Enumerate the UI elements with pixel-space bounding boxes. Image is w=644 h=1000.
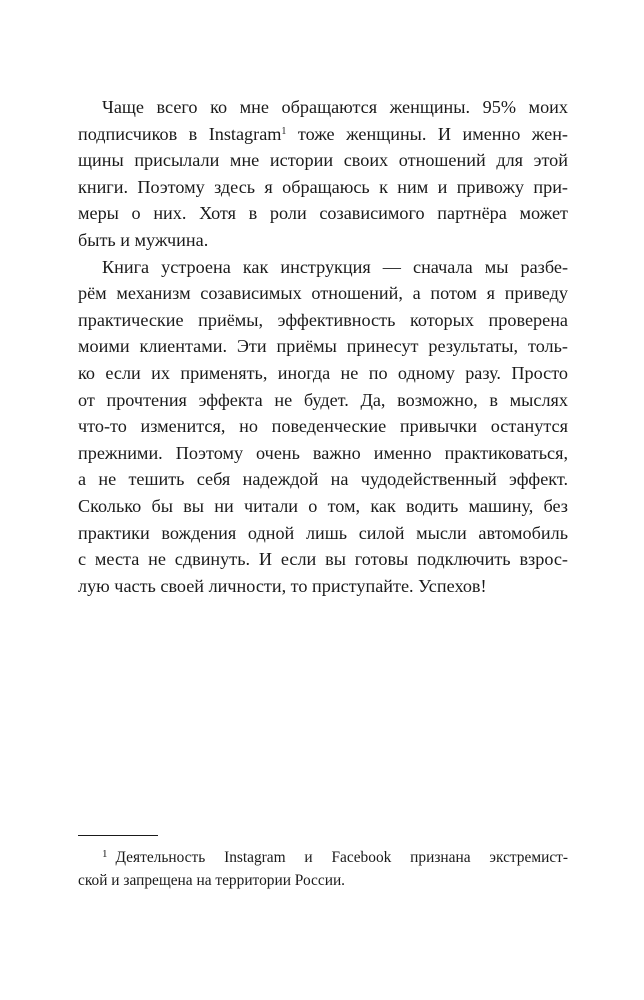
footnote-marker: 1	[102, 848, 108, 860]
paragraph-1-line-2	[78, 121, 568, 148]
footnote-text: Деятельность Instagram и Facebook признана экстремист-	[115, 849, 568, 866]
paragraph-2-line-6: от прочтения эффекта не будет. Да, возможно, в мыслях	[78, 389, 568, 410]
paragraph-2-line-13: лую часть своей личности, то приступайте. Успехов!	[78, 575, 487, 596]
paragraph-2-line-3: практические приёмы, эффективность которых проверена	[78, 309, 568, 330]
paragraph-1-line-4: книги. Поэтому здесь я обращаюсь к ним и привожу при-	[78, 176, 568, 197]
paragraph-2-line-5: ко если их применять, иногда не по одному разу. Просто	[78, 362, 568, 383]
body-text	[78, 94, 568, 599]
paragraph-2-line-1: Книга устроена как инструкция — сначала мы разбе-	[102, 256, 568, 277]
footnote-reference[interactable]: 1	[281, 125, 287, 137]
paragraph-2-line-4: моими клиентами. Эти приёмы принесут результаты, толь-	[78, 336, 568, 357]
paragraph-2-line-9: а не тешить себя надеждой на чудодейственный эффект.	[78, 469, 568, 490]
footnote-line-2: ской и запрещена на территории России.	[78, 871, 346, 889]
footnote	[78, 847, 568, 892]
paragraph-2-line-2: рём механизм созависимых отношений, а потом я приведу	[78, 283, 568, 304]
line-text: тоже женщины. И именно жен-	[286, 123, 568, 144]
paragraph-2-line-7: что-то изменится, но поведенческие привычки останутся	[78, 416, 568, 437]
footnote-line-1	[78, 847, 568, 870]
paragraph-1-line-5: меры о них. Хотя в роли созависимого партнёра может	[78, 203, 568, 224]
paragraph-1-line-3: щины присылали мне истории своих отношений для этой	[78, 150, 568, 171]
footnote-divider	[78, 835, 158, 836]
paragraph-2-line-12: с места не сдвинуть. И если вы готовы подключить взрос-	[78, 549, 568, 570]
paragraph-2-line-10: Сколько бы вы ни читали о том, как водить машину, без	[78, 495, 568, 516]
line-text: подписчиков в Instagram	[78, 123, 282, 144]
paragraph-2-line-8: прежними. Поэтому очень важно именно практиковаться,	[78, 442, 568, 463]
paragraph-1-line-1: Чаще всего ко мне обращаются женщины. 95% моих	[102, 97, 568, 117]
paragraph-2-line-11: практики вождения одной лишь силой мысли автомобиль	[78, 522, 568, 543]
paragraph-1-line-6: быть и мужчина.	[78, 229, 209, 250]
